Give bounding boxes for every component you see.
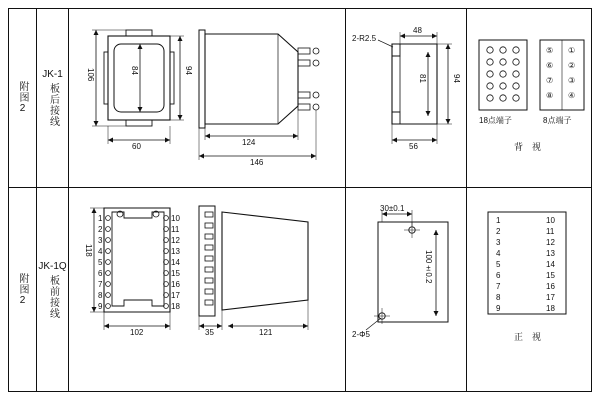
- front-term-left-6: 6: [98, 269, 103, 278]
- rear-term8-caption: 8点端子: [543, 116, 572, 125]
- front-term-right-18: 18: [171, 302, 180, 311]
- front-view-term-5: 5: [496, 260, 501, 269]
- front-view-term-17: 17: [546, 293, 555, 302]
- front-view-term-6: 6: [496, 271, 501, 280]
- front-term-right-11: 11: [171, 225, 180, 234]
- dim-rear-cutout-48: 48: [413, 26, 422, 35]
- front-view-term-8: 8: [496, 293, 501, 302]
- front-view-term-7: 7: [496, 282, 501, 291]
- rear-term8-col2-2: ②: [568, 61, 576, 70]
- row-rear-model-desc: 板后接线: [47, 82, 59, 127]
- rear-term8-col2-3: ③: [568, 76, 576, 85]
- front-view-term-10: 10: [546, 216, 555, 225]
- front-term-left-3: 3: [98, 236, 103, 245]
- front-view-term-15: 15: [546, 271, 555, 280]
- note-front-hole: 2-Φ5: [352, 330, 370, 339]
- front-term-right-12: 12: [171, 236, 180, 245]
- front-term-left-9: 9: [98, 302, 103, 311]
- dim-front-side-35: 35: [205, 328, 214, 337]
- front-term-left-4: 4: [98, 247, 103, 256]
- row-front-model-label: JK-1Q: [38, 261, 67, 272]
- row-rear-model-label: JK-1: [42, 68, 63, 80]
- dim-rear-cutout-94: 94: [452, 74, 461, 83]
- dim-rear-cutout-56: 56: [409, 142, 418, 151]
- front-view-term-16: 16: [546, 282, 555, 291]
- front-term-right-16: 16: [171, 280, 180, 289]
- front-term-right-10: 10: [171, 214, 180, 223]
- front-view-term-11: 11: [546, 227, 555, 236]
- rear-term8-col2-1: ①: [568, 46, 576, 55]
- rear-term18-caption: 18点端子: [479, 116, 512, 125]
- dim-rear-side-146: 146: [250, 158, 264, 167]
- rear-term8-col1-3: ⑦: [546, 76, 554, 85]
- sheet-title-bottom-text: 附图2: [17, 273, 28, 307]
- front-term-left-2: 2: [98, 225, 103, 234]
- front-view-caption: 正 视: [514, 332, 542, 342]
- dim-front-width-102: 102: [130, 328, 144, 337]
- dim-front-drill-100: 100±0.2: [424, 250, 433, 284]
- dim-rear-height-94: 94: [184, 66, 193, 75]
- note-rear-radius: 2-R2.5: [352, 34, 377, 43]
- dim-rear-cutout-81: 81: [418, 74, 427, 83]
- rear-view-caption: 背 视: [514, 142, 542, 152]
- front-view-term-4: 4: [496, 249, 501, 258]
- front-term-right-13: 13: [171, 247, 180, 256]
- front-view-term-13: 13: [546, 249, 555, 258]
- sheet-title-top-text: 附图2: [17, 80, 28, 115]
- rear-term8-col1-1: ⑤: [546, 46, 554, 55]
- front-view-term-14: 14: [546, 260, 555, 269]
- front-view-term-18: 18: [546, 304, 555, 313]
- front-term-left-5: 5: [98, 258, 103, 267]
- front-view-term-3: 3: [496, 238, 501, 247]
- rear-term8-col1-4: ⑧: [546, 91, 554, 100]
- dim-front-drill-30: 30±0.1: [380, 204, 405, 213]
- dim-rear-height-106: 106: [86, 68, 95, 82]
- front-view-term-1: 1: [496, 216, 501, 225]
- dim-front-height-118: 118: [84, 244, 93, 257]
- front-view-term-12: 12: [546, 238, 555, 247]
- front-term-left-8: 8: [98, 291, 103, 300]
- front-term-left-1: 1: [98, 214, 103, 223]
- front-view-term-9: 9: [496, 304, 501, 313]
- front-term-left-7: 7: [98, 280, 103, 289]
- front-term-right-14: 14: [171, 258, 180, 267]
- front-term-right-17: 17: [171, 291, 180, 300]
- rear-term8-col1-2: ⑥: [546, 61, 554, 70]
- front-view-term-2: 2: [496, 227, 501, 236]
- row-front-model-desc: 板前接线: [47, 275, 59, 319]
- dim-rear-width-60: 60: [132, 142, 141, 151]
- dim-rear-height-84: 84: [130, 66, 139, 75]
- dim-front-side-121: 121: [259, 328, 273, 337]
- front-term-right-15: 15: [171, 269, 180, 278]
- rear-term8-col2-4: ④: [568, 91, 576, 100]
- dim-rear-side-124: 124: [242, 138, 256, 147]
